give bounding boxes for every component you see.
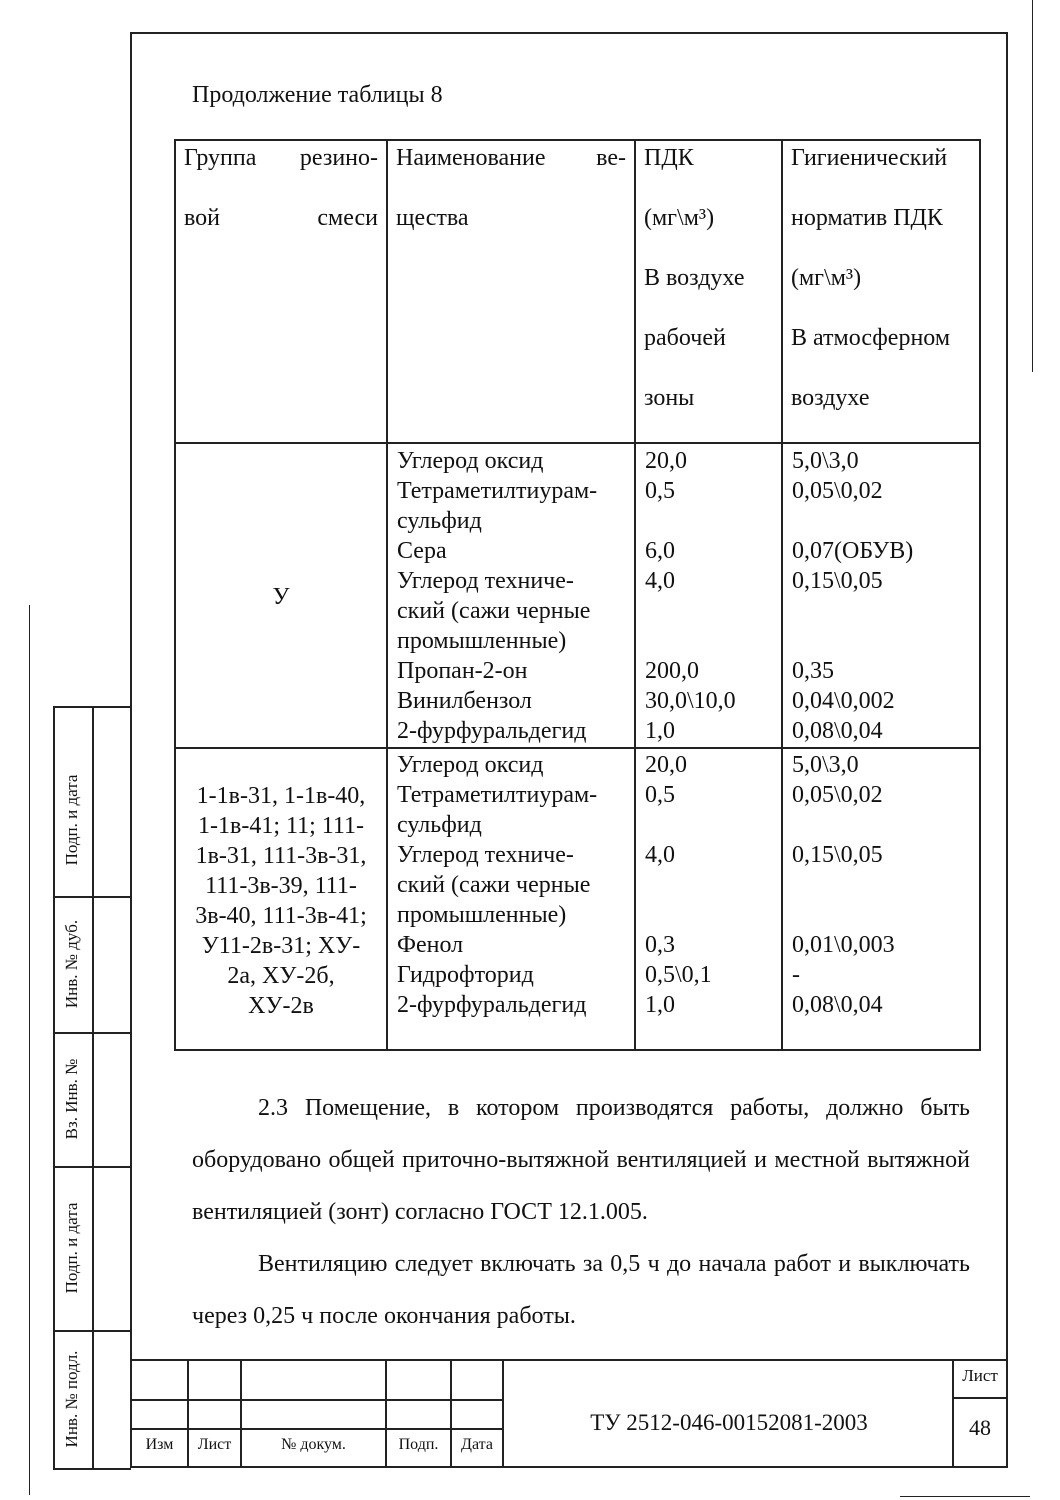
margin-line-left [29, 605, 30, 1495]
row1-pdk-work: 20,0 0,5 6,0 4,0 200,0 30,0\10,0 1,0 [645, 448, 736, 744]
row2-substances: Углерод оксид Тетраметилтиурам- сульфид Углерод техниче- ский (сажи черные промышленные) Фенол Гидрофторид 2-фурфуральдегид [397, 752, 598, 1018]
table-caption: Продолжение таблицы 8 [192, 82, 443, 108]
header-pdk-atm: Гигиенический норматив ПДК (мг\м³) В атмосферном воздухе [791, 145, 951, 411]
paragraph-2-3: 2.3 Помещение, в котором производятся работы, должно быть оборудовано общей приточно-вытяжной вентиляцией и местной вытяжной вентиляцией (зонт) согласно ГОСТ 12.1.005. [192, 1095, 970, 1225]
side-label-inter-inv: Вз. Инв. № [62, 1058, 81, 1140]
col-date: Дата [461, 1436, 493, 1453]
col-list: Лист [197, 1436, 232, 1453]
row2-group: 1-1в-31, 1-1в-40, 1-1в-41; 11; 111- 1в-31, 111-3в-31, 111-3в-39, 111- 3в-40, 111-3в-41; У11-2в-31; ХУ- 2а, ХУ-2б, ХУ-2в [195, 783, 367, 1019]
row1-substances: Углерод оксид Тетраметилтиурам- сульфид Сера Углерод техниче- ский (сажи черные промышленные) Пропан-2-он Винилбензол 2-фурфуральдегид [397, 448, 598, 744]
row1-group: У [272, 584, 290, 610]
side-label-sign-date-1: Подп. и дата [62, 774, 81, 866]
row2-pdk-work: 20,0 0,5 4,0 0,3 0,5\0,1 1,0 [645, 752, 712, 1018]
sheet-label: Лист [962, 1366, 998, 1385]
header-group: Группа резино- вой смеси [184, 145, 378, 231]
side-label-sign-date-2: Подп. и дата [62, 1202, 81, 1294]
side-label-orig-inv: Инв. № подл. [62, 1350, 81, 1448]
col-sign: Подп. [398, 1436, 439, 1453]
header-substance: Наименование ве- щества [396, 145, 626, 231]
row1-pdk-atm: 5,0\3,0 0,05\0,02 0,07(ОБУВ) 0,15\0,05 0,35 0,04\0,002 0,08\0,04 [792, 448, 914, 744]
margin-line-right [1032, 0, 1033, 372]
document-code: ТУ 2512-046-00152081-2003 [590, 1410, 868, 1435]
col-doc-num: № докум. [281, 1436, 346, 1453]
header-pdk-work: ПДК (мг\м³) В воздухе рабочей зоны [644, 145, 745, 411]
paragraph-ventilation: Вентиляцию следует включать за 0,5 ч до начала работ и выключать через 0,25 ч после окончания работы. [192, 1251, 970, 1329]
sheet-number: 48 [969, 1415, 991, 1440]
margin-line-bottom [900, 1496, 1030, 1497]
col-izm: Изм [145, 1436, 174, 1453]
side-label-dup-inv: Инв. № дуб. [62, 919, 81, 1009]
row2-pdk-atm: 5,0\3,0 0,05\0,02 0,15\0,05 0,01\0,003 - 0,08\0,04 [792, 752, 895, 1018]
